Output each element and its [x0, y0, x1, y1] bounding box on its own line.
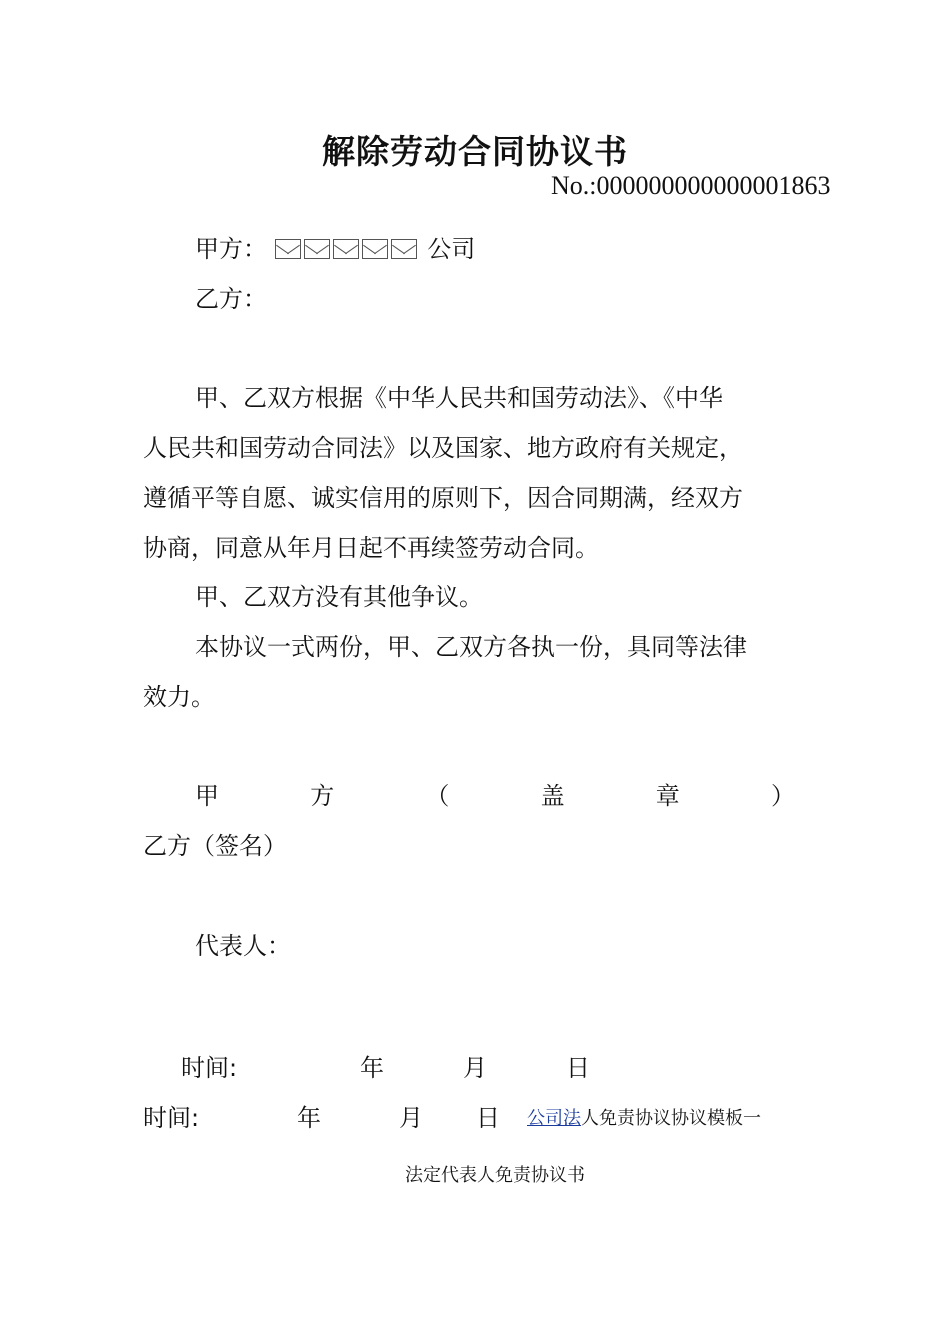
- missing-glyph-icon: [362, 239, 388, 259]
- missing-glyph-icon: [391, 239, 417, 259]
- footer-line-2: 法定代表人免责协议书: [405, 1165, 585, 1186]
- paragraph-1-line-2: 人民共和国劳动合同法》以及国家、地方政府有关规定，: [143, 434, 743, 462]
- date-a-day: 日: [566, 1054, 590, 1082]
- date-a-year: 年: [360, 1054, 384, 1082]
- missing-glyph-icon: [275, 239, 301, 259]
- paragraph-3-line-1: 本协议一式两份，甲、乙双方各执一份，具同等法律: [195, 633, 747, 661]
- date-b-month: 月: [399, 1104, 423, 1132]
- date-line-a: [0, 1053, 950, 1083]
- seal-char: 盖: [540, 782, 565, 810]
- paragraph-1-line-1: 甲、乙双方根据《中华人民共和国劳动法》、《中华: [195, 384, 723, 412]
- seal-char: （: [425, 782, 450, 810]
- document-title: 解除劳动合同协议书: [322, 132, 628, 171]
- seal-char: 甲: [195, 782, 219, 810]
- party-a-label: 甲方：: [195, 235, 267, 263]
- paragraph-1-line-3: 遵循平等自愿、诚实信用的原则下，因合同期满，经双方: [143, 484, 743, 512]
- footer-line-1: [527, 1107, 761, 1131]
- seal-char: 章: [655, 782, 680, 810]
- missing-glyph-icon: [333, 239, 359, 259]
- seal-char: ）: [770, 782, 795, 810]
- party-a-seal-line: [195, 781, 795, 811]
- document-number: No.:000000000000001863: [551, 171, 831, 200]
- representative-label: 代表人：: [195, 932, 291, 960]
- footer-line-1-rest: 人免责协议协议模板一: [581, 1108, 761, 1129]
- party-b-label: 乙方：: [195, 285, 267, 313]
- footer-link-company-law[interactable]: 公司法: [527, 1108, 581, 1129]
- party-a-line: [195, 234, 475, 264]
- paragraph-1-line-4: 协商，同意从年月日起不再续签劳动合同。: [143, 534, 599, 562]
- paragraph-2: 甲、乙双方没有其他争议。: [195, 583, 483, 611]
- missing-glyph-icon: [304, 239, 330, 259]
- date-a-month: 月: [463, 1054, 487, 1082]
- date-b-label: 时间:: [143, 1104, 200, 1132]
- date-a-label: 时间:: [181, 1054, 238, 1082]
- party-b-signature-label: 乙方（签名）: [143, 832, 287, 860]
- redacted-company-name: [275, 235, 428, 263]
- seal-char: 方: [310, 782, 335, 810]
- date-b-day: 日: [476, 1104, 500, 1132]
- paragraph-3-line-2: 效力。: [143, 683, 215, 711]
- date-b-year: 年: [297, 1104, 321, 1132]
- party-a-company-suffix: 公司: [427, 235, 476, 263]
- date-line-b: [0, 1103, 950, 1133]
